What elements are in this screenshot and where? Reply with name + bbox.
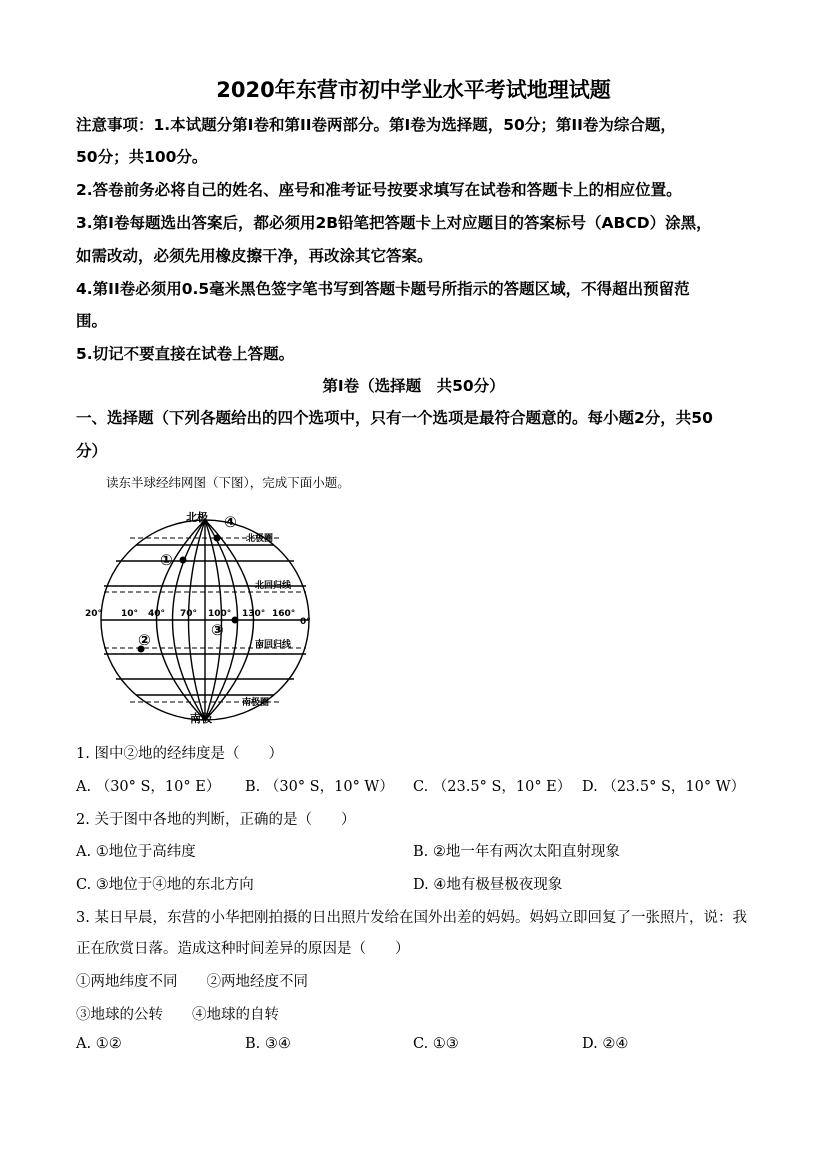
q2-stem: 2. 关于图中各地的判断，正确的是（ ）: [76, 812, 356, 828]
notes-line-1: 注意事项：1.本试题分第Ⅰ卷和第II卷两部分。第Ⅰ卷为选择题，50分；第II卷为综合题，: [76, 116, 676, 134]
notes-line-3: 2.答卷前务必将自己的姓名、座号和准考证号按要求填写在试卷和答题卡上的相应位置。: [76, 181, 682, 199]
notes-line-2: 50分；共100分。: [76, 148, 208, 166]
q3-option-c[interactable]: C. ①③: [413, 1036, 459, 1052]
tropic-cancer-label: 北回归线: [255, 581, 292, 591]
notes-line-6: 4.第II卷必须用0.5毫米黑色签字笔书写到答题卡题号所指示的答题区域，不得超出预留范: [76, 280, 690, 298]
section-heading-2: 分）: [76, 442, 108, 460]
lon-label: 20°: [85, 609, 103, 619]
q2-option-d[interactable]: D. ④地有极昼极夜现象: [413, 877, 563, 893]
q1-option-d[interactable]: D. （23.5° S，10° W）: [582, 779, 746, 795]
point-4-dot: [214, 535, 221, 542]
page-title: 2020年东营市初中学业水平考试地理试题: [216, 78, 611, 102]
q3-option-a[interactable]: A. ①②: [76, 1036, 122, 1052]
q3-statements-2: ③地球的公转 ④地球的自转: [76, 1007, 279, 1023]
notes-line-7: 围。: [76, 312, 108, 330]
q2-option-c[interactable]: C. ③地位于④地的东北方向: [76, 877, 254, 893]
point-2-label: ②: [138, 631, 151, 649]
north-pole-label: 北极: [186, 511, 208, 524]
q2-option-a[interactable]: A. ①地位于高纬度: [76, 844, 196, 860]
antarctic-circle-label: 南极圈: [242, 698, 270, 708]
hemisphere-graticule-map: [80, 508, 320, 724]
section-heading-1: 一、选择题（下列各题给出的四个选项中，只有一个选项是最符合题意的。每小题2分，共50: [76, 409, 713, 427]
q2-option-b[interactable]: B. ②地一年有两次太阳直射现象: [413, 844, 620, 860]
q1-stem: 1. 图中②地的经纬度是（ ）: [76, 746, 283, 762]
lon-label: 160°: [272, 609, 296, 619]
lon-label: 70°: [180, 609, 198, 619]
q1-option-a[interactable]: A. （30° S，10° E）: [76, 779, 221, 795]
notes-line-8: 5.切记不要直接在试卷上答题。: [76, 345, 295, 363]
lon-label: 130°: [242, 609, 266, 619]
lon-label: 100°: [208, 609, 232, 619]
equator-label: 0°: [300, 617, 311, 627]
section-title: 第Ⅰ卷（选择题 共50分）: [322, 377, 505, 395]
tropic-capricorn-label: 南回归线: [255, 640, 292, 650]
map-intro: 读东半球经纬网图（下图），完成下面小题。: [106, 475, 350, 490]
point-1-label: ①: [160, 551, 173, 569]
lon-label: 40°: [148, 609, 166, 619]
q1-option-c[interactable]: C. （23.5° S，10° E）: [413, 779, 572, 795]
point-3-dot: [232, 617, 239, 624]
point-4-label: ④: [224, 513, 237, 531]
lon-label: 10°: [121, 609, 139, 619]
q1-option-b[interactable]: B. （30° S，10° W）: [245, 779, 394, 795]
point-1-dot: [180, 557, 187, 564]
q3-stem-line-2: 正在欣赏日落。造成这种时间差异的原因是（ ）: [76, 941, 410, 957]
arctic-circle-label: 北极圈: [246, 534, 274, 544]
point-3-label: ③: [211, 621, 224, 639]
south-pole-label: 南极: [190, 712, 212, 724]
notes-line-4: 3.第Ⅰ卷每题选出答案后，都必须用2B铅笔把答题卡上对应题目的答案标号（ABCD）涂黑，: [76, 214, 712, 232]
q3-statements-1: ①两地纬度不同 ②两地经度不同: [76, 974, 308, 990]
notes-line-5: 如需改动，必须先用橡皮擦干净，再改涂其它答案。: [76, 247, 433, 265]
q3-option-b[interactable]: B. ③④: [245, 1036, 291, 1052]
q3-stem-line-1: 3. 某日早晨，东营的小华把刚拍摄的日出照片发给在国外出差的妈妈。妈妈立即回复了一张照片，说：我: [76, 910, 747, 926]
q3-option-d[interactable]: D. ②④: [582, 1036, 629, 1052]
